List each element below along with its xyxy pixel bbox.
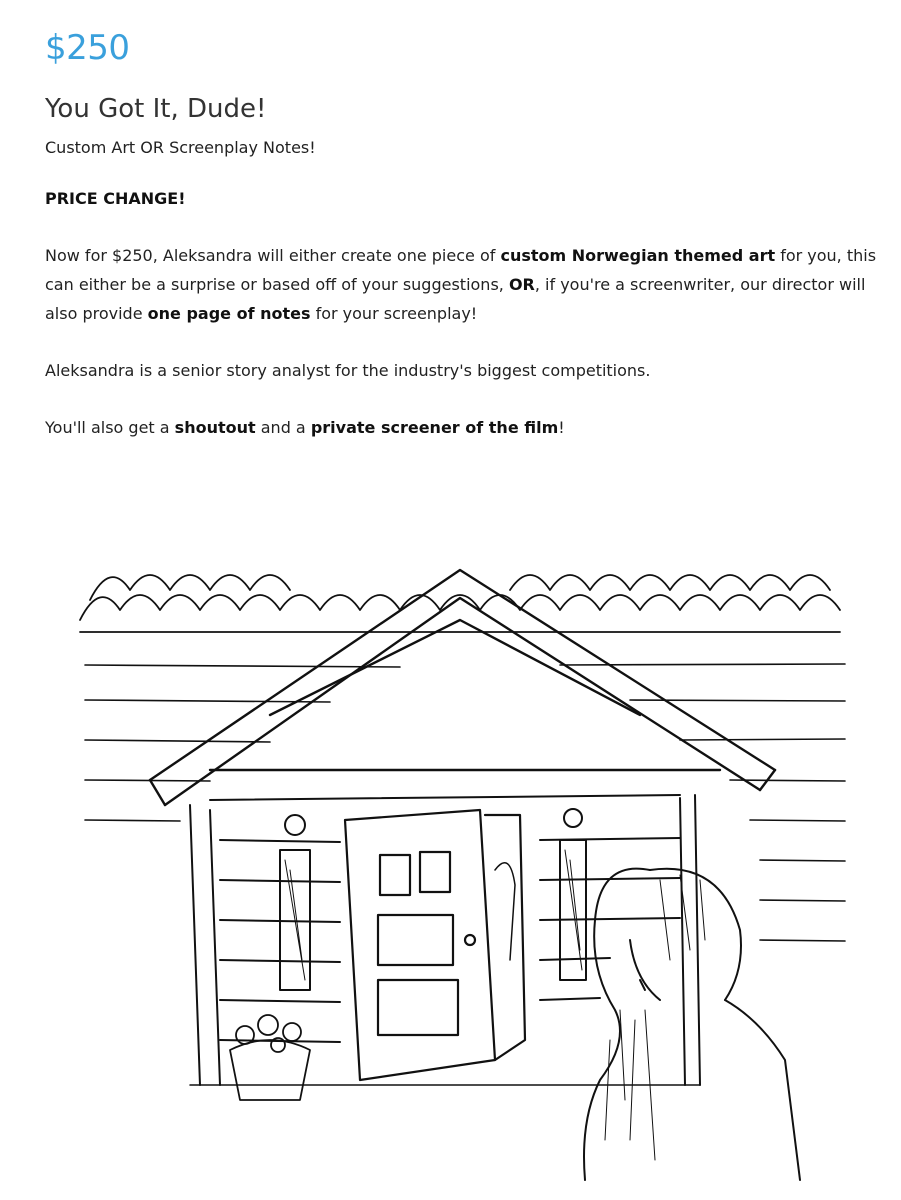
extras-bold: private screener of the film: [310, 418, 559, 437]
woman-figure: [584, 869, 800, 1180]
house-walls: [190, 795, 700, 1085]
reward-title: You Got It, Dude!: [45, 94, 267, 124]
description-bold: one page of notes: [147, 304, 311, 323]
extras-text: !: [558, 418, 565, 437]
reward-price: $250: [45, 28, 130, 68]
flower-pot: [230, 1015, 310, 1100]
side-windows: [280, 809, 586, 990]
extras-text: You'll also get a: [45, 418, 175, 437]
description-text: for your screenplay!: [310, 304, 478, 323]
description-bold: OR: [508, 275, 535, 294]
description-text: for you, this can either be a surprise or based off of your suggestions,: [45, 246, 877, 294]
extras-bold: shoutout: [174, 418, 256, 437]
house-sketch-illustration: [40, 540, 860, 1200]
open-door: [345, 810, 525, 1080]
extras-note: [45, 413, 885, 442]
roof-tiles: [80, 575, 840, 632]
reward-description: [45, 241, 885, 328]
analyst-note: Aleksandra is a senior story analyst for the industry's biggest competitions.: [45, 361, 651, 380]
reward-card: [45, 26, 885, 442]
description-text: , if you're a screenwriter, our director will also provide: [45, 275, 866, 323]
background-siding: [85, 664, 845, 941]
reward-subtitle: Custom Art OR Screenplay Notes!: [45, 138, 316, 157]
price-change-heading: [45, 184, 885, 213]
price-change-text: PRICE CHANGE!: [45, 189, 186, 208]
description-bold: custom Norwegian themed art: [500, 246, 776, 265]
description-text: Now for $250, Aleksandra will either create one piece of: [45, 246, 501, 265]
extras-text: and a: [255, 418, 311, 437]
